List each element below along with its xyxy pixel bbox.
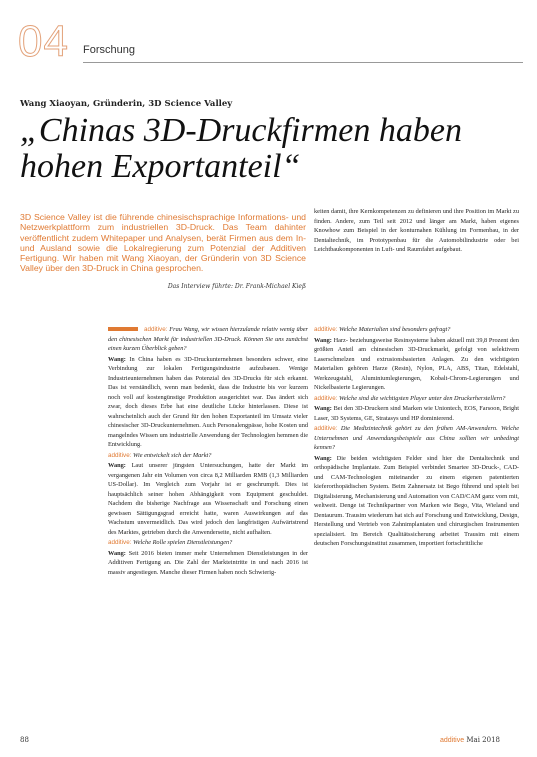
question-text: Wie entwickelt sich der Markt?: [133, 451, 212, 459]
answer-text: Laut unserer jüngsten Untersuchungen, hatte der Markt im vergangenen Jahr ein Volumen von circa 8,2 Milliarden RMB (1,3 Milliarden US-Dollar). Im Vergleich zum Vorjahr ist er geschrumpft. Dies ist hauptsächlich seiner hohen Abhängigkeit vom Equipment geschuldet. Nachdem die bisherige Nachfrage aus Wissenschaft und Forschung einen gewissen Sättigungsgrad erreicht hatte, waren Auswirkungen auf das Wachstum unvermeidlich. Das wird jedoch den langfristigen Aufwärtstrend des Marktes, getrieben durch die Anwenderseite, nicht aufhalten.: [108, 462, 308, 536]
magazine-name: additive: [440, 737, 465, 744]
question-tag: additive:: [108, 539, 132, 546]
right-column: [314, 325, 519, 550]
answer-text: In China haben es 3D-Druckunternehmen besonders schwer, eine Verbindung zur lokalen Fertigungsindustrie aufzubauen. Wenige Industrieunternehmen haben das Potenzial des 3D-Drucks für sich erkannt. Das ist verständlich, wenn man bedenkt, dass die Industrie bis vor kurzem noch voll auf kostengünstige Produktion ausgerichtet war. Das ändert sich zwar, doch dieses Erbe hat eine deutliche Lücke hinterlassen. Diese ist wahrscheinlich auch der Grund für den hohen Exportanteil im Umsatz vieler chinesischer 3D-Druckunternehmen. Auch Personalengpässe, hohe Kosten und mangelndes Wissen um industrielle Anwendung der Technologien hemmen die Entwicklung.: [108, 355, 308, 448]
answer-text: Harz- beziehungsweise Resinsysteme haben aktuell mit 39,8 Prozent den größten Anteil am chinesischen 3D-Druckmarkt, gefolgt von selektivem Laserschmelzen und extrusionsbasierten Anlagen. Zu den wichtigsten Materialien gehören Harze (Resin), Nylon, PLA, ABS, Titan, Edelstahl, Werkzeugstahl, Aluminiumlegierungen, Kobalt-Chrom-Legierungen und Nickelbasierte Legierungen.: [314, 336, 519, 391]
headline: „Chinas 3D-Druckfirmen haben hohen Exportanteil“: [20, 112, 462, 185]
question-tag: additive:: [314, 326, 338, 333]
interview-credit: [150, 283, 306, 290]
question-tag: additive:: [314, 425, 338, 432]
question: [314, 325, 519, 335]
answer-text: Die beiden wichtigsten Felder sind hier die Dentaltechnik und orthopädische Implantate. Zum Beispiel verbindet Smartee 3D-Druck-, CAD- und CAM-Technologien miteinander zu einem eigenen patentierten kieferorthopädischen System. Beim Zahnersatz ist Bego führend und spielt bei Digitalisierung, Mechanisierung und Automation von CAD/CAM ganz vorn mit, weltweit. Denge ist Technikpartner von Marken wie Bego, Vita, Wieland und Dentaurum. Trausim wiederum hat sich auf Forschung und Entwicklung, Design, Herstellung und Vertrieb von Zahnimplantaten und chirurgischen Instrumenten spezialisiert. Im Bereich Qualitätssicherung arbeitet Trausim mit einem deutschen Forschungsinstitut zusammen, importiert fortschrittliche: [314, 454, 519, 547]
answer-text: Bei den 3D-Druckern sind Marken wie Uniontech, EOS, Farsoon, Bright Laser, 3D Systems, GE, Stratasys und HP dominierend.: [314, 405, 519, 422]
left-column: [108, 325, 308, 578]
answer: [108, 549, 308, 578]
interview-credit-label: Das Interview führte:: [167, 283, 233, 290]
answer-label: Wang:: [108, 549, 126, 557]
question-text: Welche Rolle spielen Dienstleistungen?: [133, 539, 233, 546]
continued-paragraph: keiten damit, ihre Kernkompetenzen zu definieren und ihre Position im Markt zu finden. Andere, zum Teil seit 2012 und länger am Markt, haben eigenes Knowhow zum Beispiel in der konturnahen Kühlung im Formenbau, in der Dentaltechnik, im Prototypenbau für die Automobilindustrie oder bei Leichtbaukomponenten in Luft- und Raumfahrt aufgebaut.: [314, 208, 519, 253]
question-text: Welche sind die wichtigsten Player unter den Druckerherstellern?: [339, 394, 506, 402]
answer: [314, 404, 519, 423]
answer: [108, 461, 308, 537]
question-tag: additive:: [144, 326, 168, 333]
answer-label: Wang:: [314, 454, 332, 462]
answer-label: Wang:: [108, 462, 126, 469]
byline: Wang Xiaoyan, Gründerin, 3D Science Valley: [20, 99, 233, 109]
footer-magazine: [440, 736, 500, 744]
issue-date: Mai 2018: [466, 736, 500, 744]
section-label: Forschung: [83, 44, 135, 56]
question: [314, 394, 519, 404]
section-number: 04: [18, 17, 69, 66]
header-rule: [83, 62, 523, 63]
question-text: Die Medizintechnik gehört zu den frühen AM-Anwendern. Welche Unternehmen und Anwendungsbeispiele aus China sollten wir unbedingt kennen?: [314, 425, 519, 451]
question-text: Frau Wang, wir wissen hierzulande relativ wenig über den chinesischen Markt für industriellen 3D-Druck. Können Sie uns zunächst einen kurzen Überblick geben?: [108, 326, 309, 352]
answer: [314, 454, 519, 549]
answer-label: Wang:: [314, 336, 332, 344]
question-text: Welche Materialien sind besonders gefragt?: [339, 326, 451, 333]
answer-label: Wang:: [314, 405, 332, 412]
question: [108, 451, 308, 461]
lead-paragraph: 3D Science Valley ist die führende chinesischsprachige Informations- und Netzwerkplattform zum industriellen 3D-Druck. Das Team dahinter veröffentlicht zudem Whitepaper und Analysen, berät Firmen aus dem In- und Ausland sowie die Lokalregierung zum Potenzial der Additiven Fertigung. Wir haben mit Wang Xiaoyan, der Gründerin von 3D Science Valley über den 3D-Druck in China gesprochen.: [20, 212, 306, 274]
question: [314, 424, 519, 453]
interview-credit-name: Dr. Frank-Michael Kieß: [234, 283, 306, 290]
answer: [314, 336, 519, 393]
answer-text: Seit 2016 bieten immer mehr Unternehmen Dienstleistungen in der Additiven Fertigung an. Die Zahl der Markteintritte in und nach 2016 ist massiv angestiegen. Manche dieser Firmen haben noch Schwierig-: [108, 549, 308, 576]
question: [108, 538, 308, 548]
question-tag: additive:: [314, 394, 338, 402]
question-tag: additive:: [108, 451, 132, 459]
question: [108, 325, 308, 354]
continued-text: [314, 207, 519, 256]
answer-label: Wang:: [108, 355, 126, 363]
answer: [108, 355, 308, 450]
page-number: 88: [20, 736, 29, 744]
